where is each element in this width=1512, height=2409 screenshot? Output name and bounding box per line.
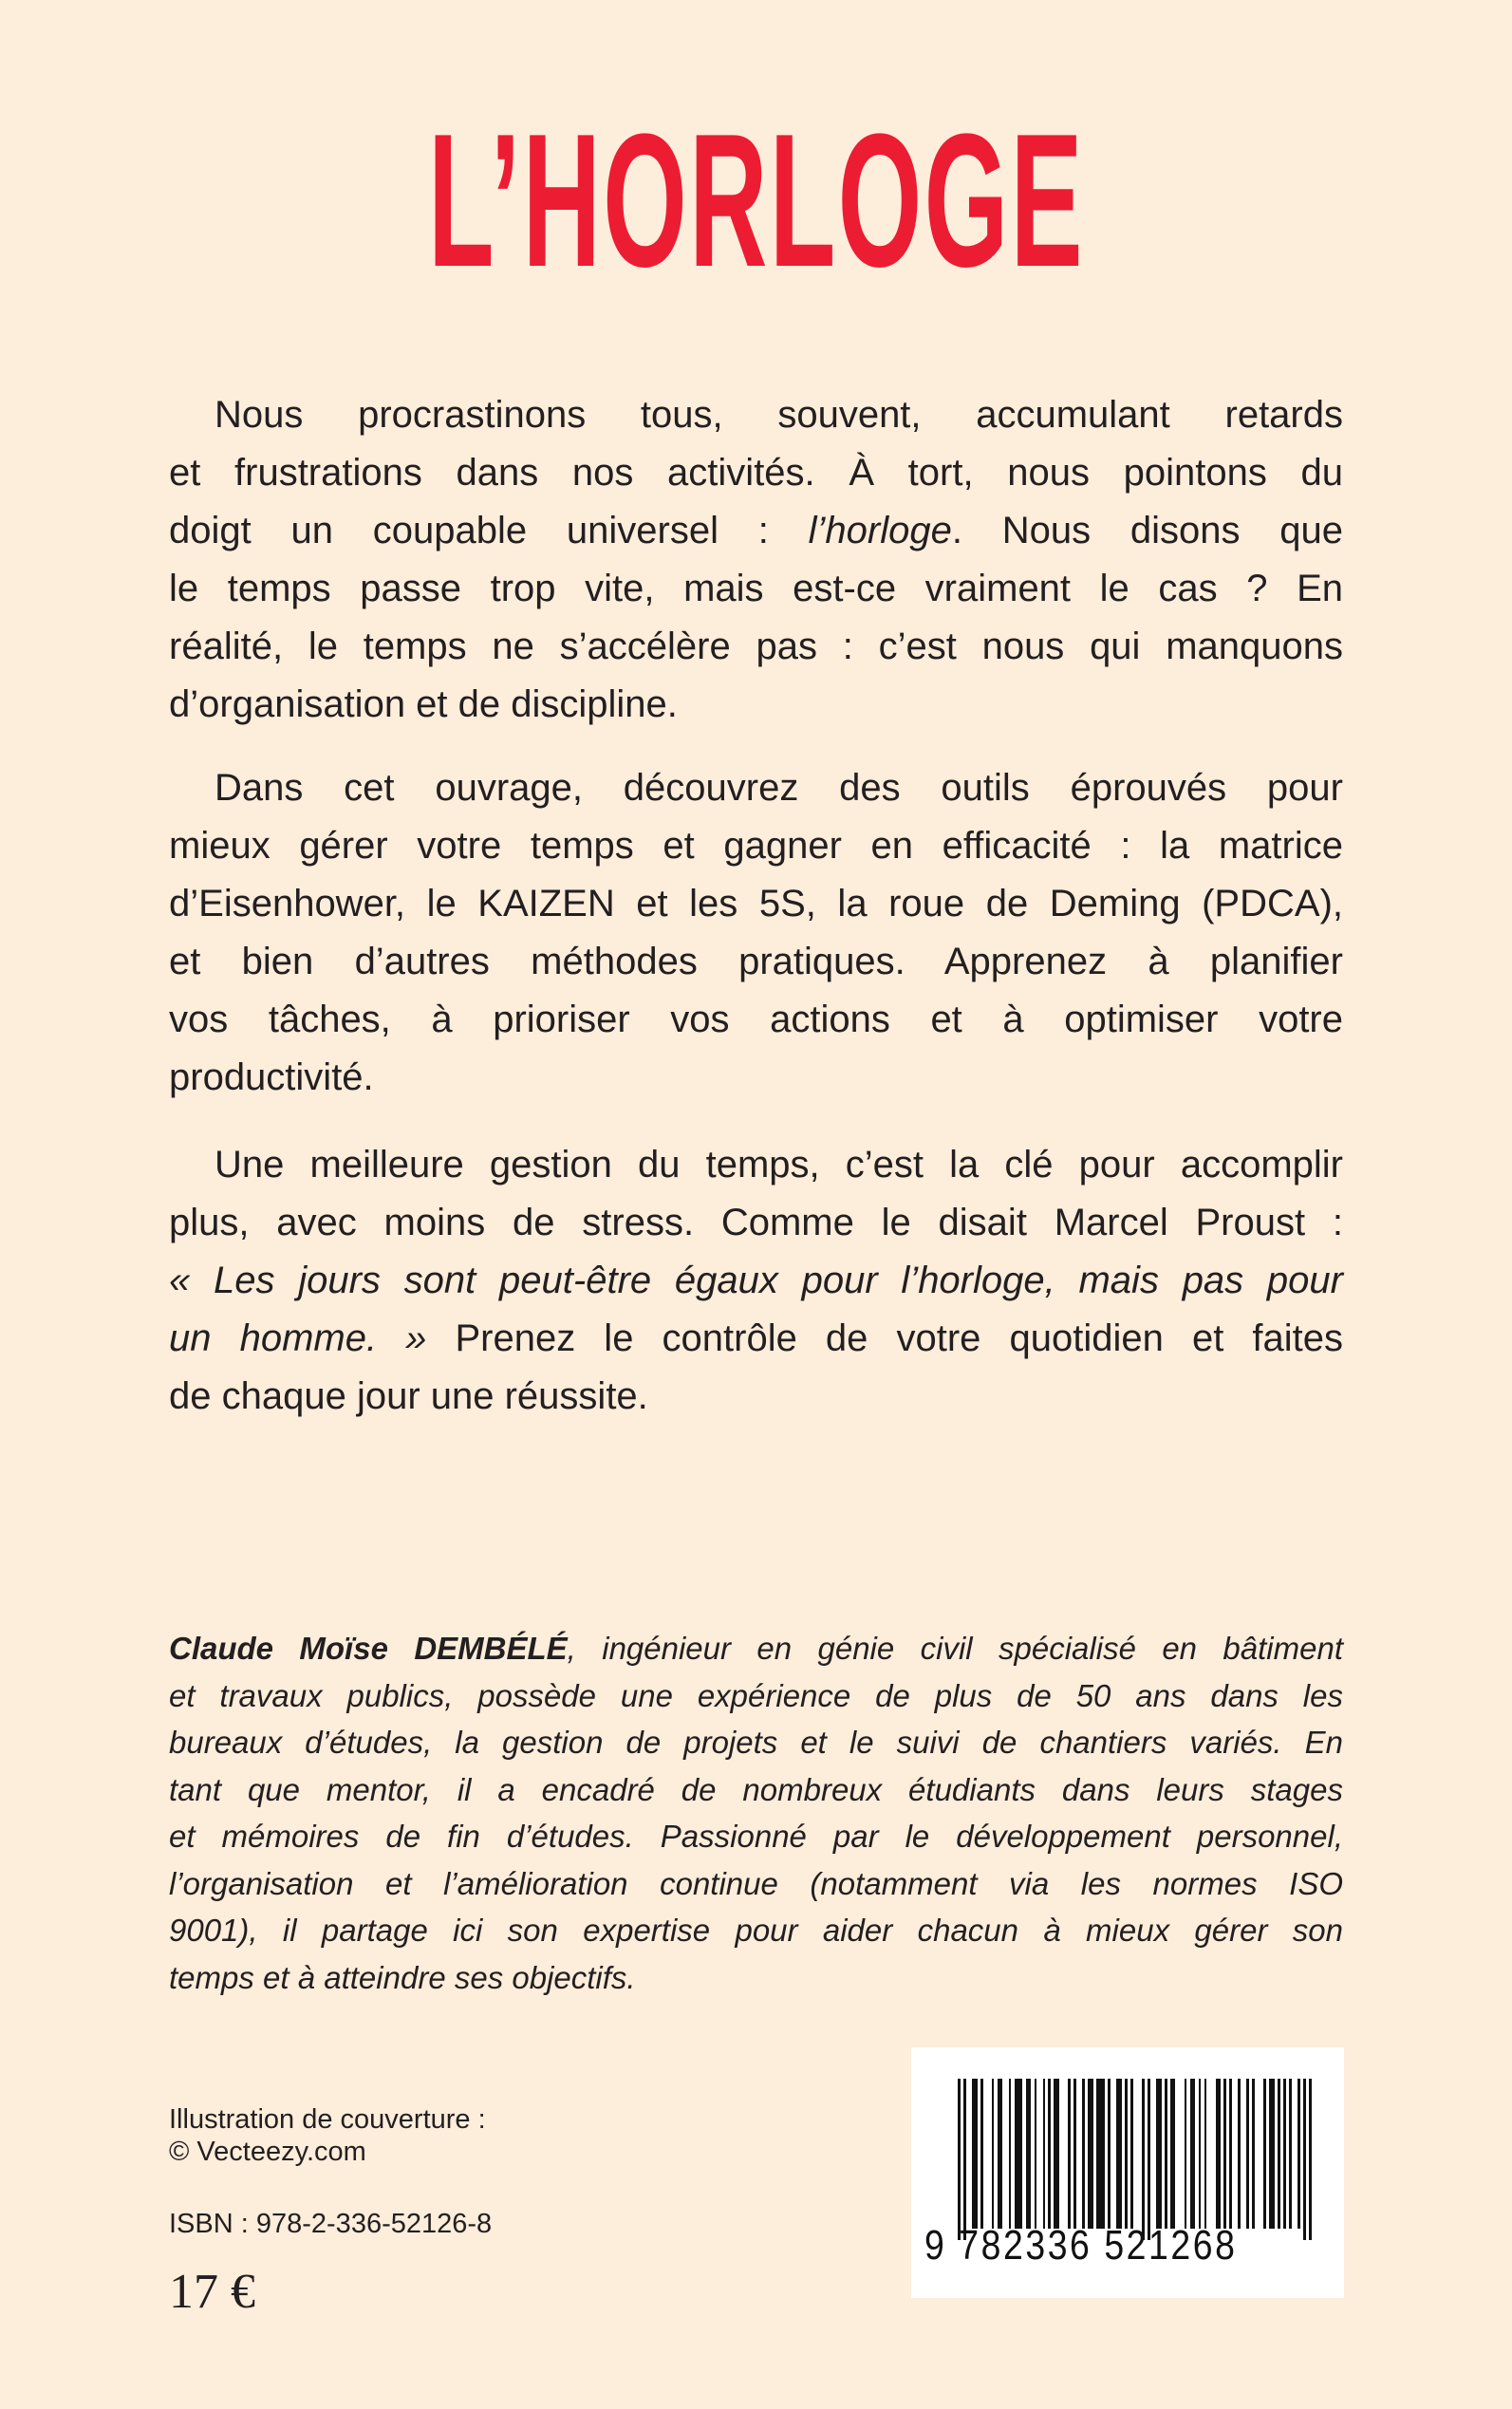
barcode-bar (1185, 2079, 1187, 2229)
isbn-text: ISBN : 978-2-336-52126-8 (169, 2209, 493, 2239)
barcode-bar (1223, 2079, 1226, 2229)
text-line: plus, avec moins de stress. Comme le disait Marcel Proust : (169, 1202, 1343, 1243)
text-line: réalité, le temps ne s’accélère pas : c’est nous qui manquons (169, 626, 1343, 667)
text-segment: . Nous disons que (951, 510, 1343, 551)
text-line (169, 1310, 1343, 1368)
barcode-digits: 9 782336 521268 (924, 2222, 1238, 2269)
text-line (169, 1625, 1343, 1672)
barcode-bar (1035, 2079, 1037, 2229)
italic-term: l’horloge (808, 510, 952, 551)
barcode-bar (1238, 2079, 1241, 2229)
barcode-bar (1289, 2079, 1292, 2229)
barcode-bar (1088, 2079, 1093, 2229)
barcode-bar (1116, 2079, 1122, 2229)
author-name: Claude Moïse DEMBÉLÉ (169, 1631, 568, 1666)
barcode-bar (1054, 2079, 1059, 2229)
barcode-bar (1199, 2079, 1202, 2229)
barcode-bar (1170, 2079, 1176, 2229)
price: 17 € (169, 2265, 255, 2319)
text-segment: , ingénieur en génie civil spécialisé en bâtiment (567, 1631, 1343, 1666)
text-line: et frustrations dans nos activités. À tort, nous pointons du (169, 452, 1343, 494)
text-line (169, 502, 1343, 560)
barcode-bar (1026, 2079, 1032, 2229)
text-line: et bien d’autres méthodes pratiques. Apprenez à planifier (169, 941, 1343, 982)
text-line: productivité. (169, 1056, 374, 1098)
barcode-bar (1252, 2079, 1255, 2229)
author-bio (169, 1625, 1343, 2001)
barcode-bar (1190, 2079, 1196, 2229)
text-line: vos tâches, à prioriser vos actions et à optimiser votre (169, 999, 1343, 1040)
description-paragraph-2 (169, 759, 1343, 1107)
barcode-bar (1096, 2079, 1105, 2229)
barcode-bar (963, 2079, 966, 2240)
barcode-bar (1165, 2079, 1167, 2229)
barcode-bar (1043, 2079, 1046, 2229)
barcode-bar (972, 2079, 978, 2229)
barcode-bar (1009, 2079, 1012, 2229)
barcode-bar (1125, 2079, 1128, 2229)
barcode-bar (1278, 2079, 1280, 2229)
barcode (911, 2047, 1344, 2298)
text-line: d’Eisenhower, le KAIZEN et les 5S, la roue de Deming (PDCA), (169, 883, 1343, 924)
barcode-bar (1108, 2079, 1111, 2229)
title-container (0, 95, 1512, 307)
barcode-bar (1156, 2079, 1162, 2229)
barcode-bar (1015, 2079, 1023, 2229)
barcode-bar (1303, 2079, 1306, 2240)
text-line: Nous procrastinons tous, souvent, accumulant retards (215, 394, 1343, 436)
barcode-bar (998, 2079, 1003, 2229)
barcode-bars (958, 2079, 1312, 2229)
text-line: mieux gérer votre temps et gagner en efficacité : la matrice (169, 825, 1343, 867)
barcode-bar (1068, 2079, 1071, 2229)
barcode-bar (1297, 2079, 1300, 2229)
barcode-bar (958, 2079, 961, 2240)
barcode-bar (1148, 2079, 1150, 2240)
illustration-label: Illustration de couverture : (169, 2104, 486, 2135)
text-line: d’organisation et de discipline. (169, 683, 678, 725)
text-line: le temps passe trop vite, mais est-ce vraiment le cas ? En (169, 568, 1343, 609)
barcode-bar (1309, 2079, 1312, 2240)
barcode-bar (1246, 2079, 1249, 2229)
barcode-bar (1263, 2079, 1266, 2229)
text-segment: doigt un coupable universel : (169, 510, 809, 551)
barcode-bar (1229, 2079, 1232, 2229)
barcode-bar (1204, 2079, 1207, 2229)
quote-segment: un homme. » (169, 1317, 427, 1359)
barcode-bar (1216, 2079, 1222, 2229)
text-line: de chaque jour une réussite. (169, 1375, 648, 1417)
barcode-bar (1073, 2079, 1076, 2229)
text-line: et mémoires de fin d’études. Passionné par le développement personnel, (169, 1819, 1343, 1854)
book-title: L’HORLOGE (427, 95, 1085, 307)
illustration-credit (169, 2103, 486, 2168)
barcode-bar (1142, 2079, 1145, 2240)
barcode-bar (1283, 2079, 1286, 2229)
description-paragraph-1 (169, 386, 1343, 734)
quote-line: « Les jours sont peut-être égaux pour l’horloge, mais pas pour (169, 1260, 1343, 1301)
barcode-bar (992, 2079, 995, 2229)
text-line: l’organisation et l’amélioration continue (notamment via les normes ISO (169, 1865, 1343, 1901)
text-line: Dans cet ouvrage, découvrez des outils éprouvés pour (215, 767, 1343, 809)
barcode-bar (1130, 2079, 1133, 2229)
text-line: tant que mentor, il a encadré de nombreux étudiants dans leurs stages (169, 1771, 1343, 1807)
barcode-bar (1269, 2079, 1275, 2229)
illustration-source: © Vecteezy.com (169, 2137, 366, 2167)
text-segment: Prenez le contrôle de votre quotidien et faites (426, 1317, 1343, 1359)
barcode-bar (1082, 2079, 1085, 2229)
text-line: temps et à atteindre ses objectifs. (169, 1959, 636, 1995)
text-line: 9001), il partage ici son expertise pour aider chacun à mieux gérer son (169, 1913, 1343, 1948)
text-line: et travaux publics, possède une expérience de plus de 50 ans dans les (169, 1677, 1343, 1713)
barcode-bar (1048, 2079, 1051, 2229)
description-paragraph-3 (169, 1136, 1343, 1426)
barcode-bar (980, 2079, 983, 2229)
text-line: Une meilleure gestion du temps, c’est la clé pour accomplir (215, 1144, 1343, 1186)
text-line: bureaux d’études, la gestion de projets et le suivi de chantiers variés. En (169, 1725, 1343, 1760)
